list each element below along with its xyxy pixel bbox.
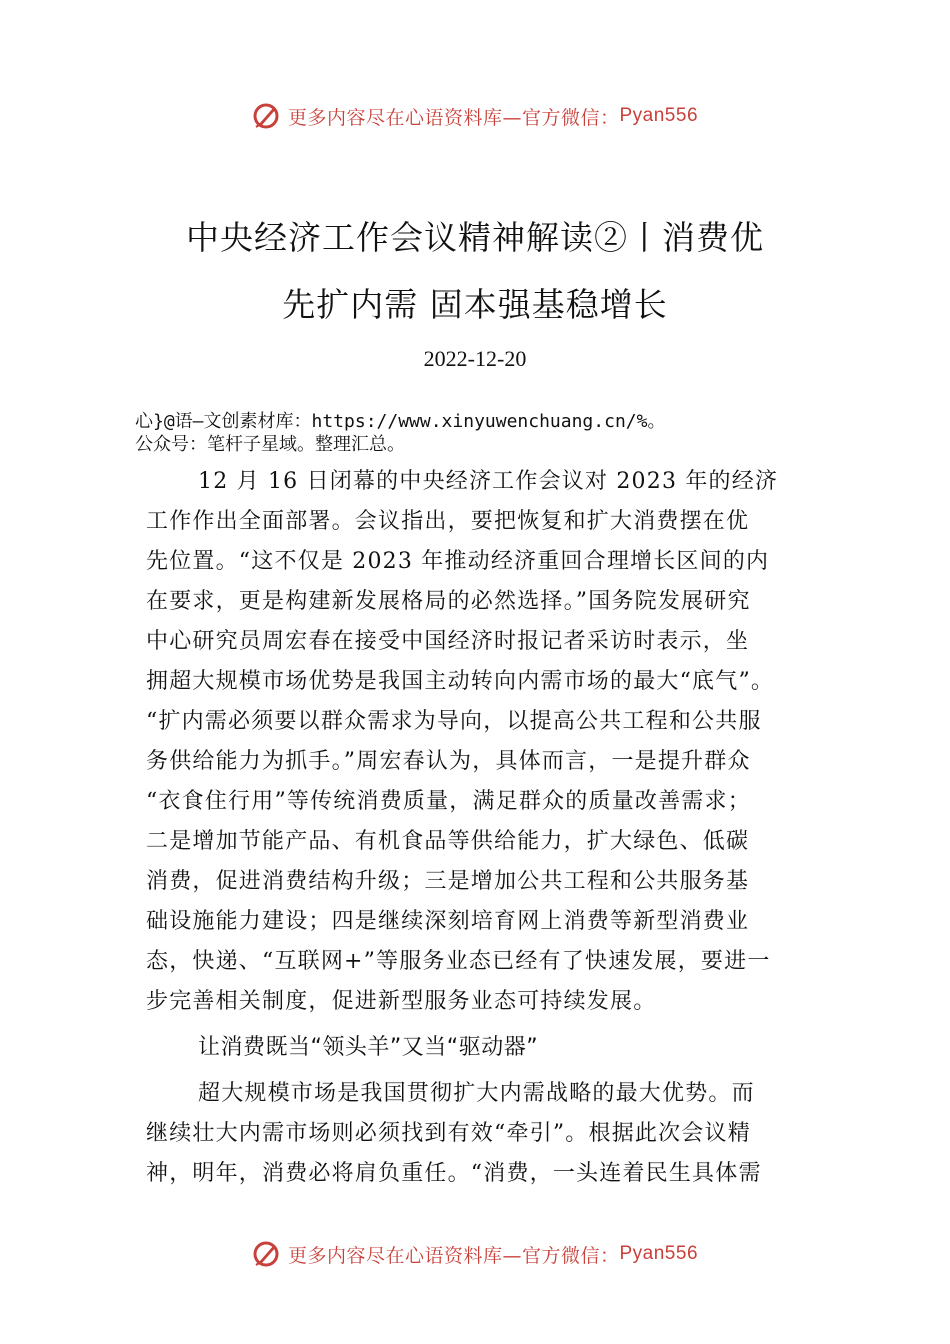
- body-line: 神，明年，消费必将肩负重任。“消费，一头连着民生具体需: [146, 1161, 762, 1186]
- body-line: 态，快递、“互联网+”等服务业态已经有了快速发展，要进一: [146, 949, 771, 974]
- banner-wechat: Pyan556: [619, 105, 699, 126]
- banner-wechat: Pyan556: [619, 1243, 699, 1264]
- body-line: 超大规模市场是我国贯彻扩大内需战略的最大优势。而: [198, 1081, 755, 1106]
- body-line: 础设施能力建设；四是继续深刻培育网上消费等新型消费业: [146, 909, 750, 934]
- article-title-line-1: 中央经济工作会议精神解读②丨消费优: [186, 218, 764, 257]
- article-date: 2022-12-20: [423, 346, 527, 371]
- banner-text: 更多内容尽在心语资料库—官方微信：: [287, 106, 620, 129]
- body-line: 工作作出全面部署。会议指出，要把恢复和扩大消费摆在优: [146, 509, 750, 534]
- body-line: “衣食住行用”等传统消费质量，满足群众的质量改善需求；: [146, 789, 751, 814]
- body-line: “扩内需必须要以群众需求为导向，以提高公共工程和公共服: [146, 709, 762, 734]
- body-line: 二是增加节能产品、有机食品等供给能力，扩大绿色、低碳: [146, 829, 750, 854]
- article-title-line-2: 先扩内需 固本强基稳增长: [282, 285, 668, 324]
- body-line: 先位置。“这不仅是 2023 年推动经济重回合理增长区间的内: [146, 549, 770, 574]
- body-line: 在要求，更是构建新发展格局的必然选择。”国务院发展研究: [146, 589, 751, 614]
- footer-banner: [0, 1234, 950, 1274]
- quill-logo-icon: [252, 101, 282, 131]
- source-line-1: 心}@语—文创素材库：https://www.xinyuwenchuang.cn/%。: [135, 411, 666, 432]
- header-banner: [0, 96, 950, 136]
- body-line: 继续壮大内需市场则必须找到有效“牵引”。根据此次会议精: [146, 1121, 751, 1146]
- section-heading: 让消费既当“领头羊”又当“驱动器”: [198, 1035, 539, 1060]
- body-line: 中心研究员周宏春在接受中国经济时报记者采访时表示，坐: [146, 629, 750, 654]
- source-line-2: 公众号：笔杆子星域。整理汇总。: [135, 434, 405, 455]
- banner-text: 更多内容尽在心语资料库—官方微信：: [287, 1244, 620, 1267]
- body-line: 拥超大规模市场优势是我国主动转向内需市场的最大“底气”。: [146, 669, 775, 694]
- body-line: 务供给能力为抓手。”周宏春认为，具体而言，一是提升群众: [146, 749, 751, 774]
- body-line: 步完善相关制度，促进新型服务业态可持续发展。: [146, 989, 657, 1014]
- body-line: 12 月 16 日闭幕的中央经济工作会议对 2023 年的经济: [198, 469, 779, 494]
- quill-logo-icon: [252, 1239, 282, 1269]
- body-line: 消费，促进消费结构升级；三是增加公共工程和公共服务基: [146, 869, 750, 894]
